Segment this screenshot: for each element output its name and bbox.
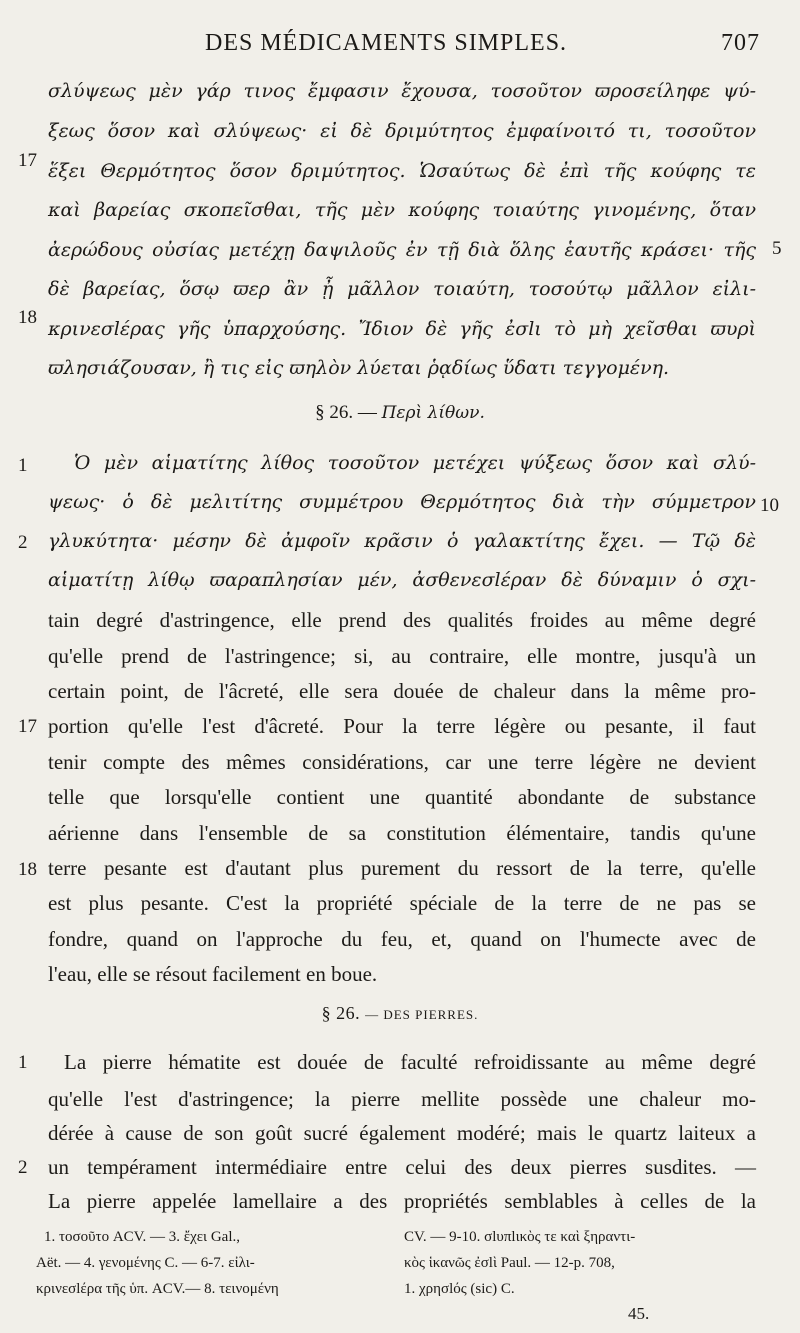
margin-number: 2 <box>18 532 28 553</box>
french-line: l'eau, elle se résout facilement en boue. <box>48 962 378 986</box>
french-line: aérienne dans l'ensemble de sa constitution élémentaire, tandis qu'une <box>48 821 756 845</box>
french-line: La pierre appelée lamellaire a des propriétés semblables à celles de la <box>48 1189 756 1213</box>
french-line: terre pesante est d'autant plus purement du ressort de la terre, qu'elle <box>48 856 756 880</box>
margin-number: 10 <box>760 495 779 516</box>
greek-line: ἀερώδους οὐσίας μετέχῃ δαψιλοῦς ἐν τῇ διὰ ὅλης ἑαυτῆς κράσει· τῆς <box>48 239 756 261</box>
margin-number: 18 <box>18 859 37 880</box>
margin-number: 18 <box>18 307 37 328</box>
greek-line: αἱματίτῃ λίθῳ ϖαραπλησίαν μέν, ἀσθενεσlέραν δὲ δύναμιν ὁ σχι- <box>48 569 756 591</box>
greek-line: γλυκύτητα· μέσην δὲ ἀμφοῖν κρᾶσιν ὁ γαλακτίτης ἔχει. — Τῷ δὲ <box>48 530 756 552</box>
footnote-line: CV. — 9-10. σlυπlικὸς τε καὶ ξηραντι- <box>404 1229 636 1245</box>
greek-line: κρινεσlέρας γῆς ὑπαρχούσης. Ἴδιον δὲ γῆς ἐσlι τὸ μὴ χεῖσθαι ϖυρὶ <box>48 318 756 340</box>
french-line: qu'elle prend de l'astringence; si, au contraire, elle montre, jusqu'à un <box>48 644 756 668</box>
footnote-line: κὸς ἱκανῶς ἐσlὶ Paul. — 12-p. 708, <box>404 1255 615 1271</box>
french-line: certain point, de l'âcreté, elle sera douée de chaleur dans la même pro- <box>48 679 756 703</box>
greek-line: ψεως· ὁ δὲ μελιτίτης συμμέτρου Θερμότητος διὰ τὴν σύμμετρον <box>48 491 756 513</box>
page-number: 707 <box>721 30 760 56</box>
greek-line: ἕξει Θερμότητος ὅσον δριμύτητος. Ὡσαύτως δὲ ἐπὶ τῆς κούφης τε <box>48 160 756 182</box>
french-section-number: § 26. <box>321 1003 361 1023</box>
greek-section-number: § 26. — <box>315 402 377 423</box>
footnote-line: 1. χρησlός (sic) C. <box>404 1281 515 1297</box>
french-line: qu'elle l'est d'astringence; la pierre mellite possède une chaleur mo- <box>48 1087 756 1111</box>
greek-line: ϖλησιάζουσαν, ἢ τις εἰς ϖηλὸν λύεται ῥᾳδίως ὕδατι τεγγομένη. <box>48 357 670 379</box>
footnote-line: 1. τοσοῦτο ACV. — 3. ἔχει Gal., <box>44 1229 241 1245</box>
signature-mark: 45. <box>628 1304 650 1323</box>
french-line: un tempérament intermédiaire entre celui des deux pierres susdites. — <box>48 1155 756 1179</box>
greek-line: ξεως ὅσον καὶ σλύψεως· εἰ δὲ δριμύτητος ἐμφαίνοιτό τι, τοσοῦτον <box>48 120 756 142</box>
footnote-line: κρινεσlέρα τῆς ὑπ. ACV.— 8. τεινομένη <box>36 1281 279 1297</box>
french-line: fondre, quand on l'approche du feu, et, quand on l'humecte avec de <box>48 927 756 951</box>
french-line: dérée à cause de son goût sucré également modéré; mais le quartz laiteux a <box>48 1121 756 1145</box>
french-line: tain degré d'astringence, elle prend des qualités froides au même degré <box>48 608 756 632</box>
greek-line: καὶ βαρείας σκοπεῖσθαι, τῆς μὲν κούφης τοιαύτης γινομένης, ὅταν <box>48 199 756 221</box>
greek-line: δὲ βαρείας, ὅσῳ ϖερ ἂν ᾖ μᾶλλον τοιαύτη, τοσούτῳ μᾶλλον εἰλι- <box>48 278 756 300</box>
french-line: portion qu'elle l'est d'âcreté. Pour la terre légère ou pesante, il faut <box>48 714 756 738</box>
greek-line: σλύψεως μὲν γάρ τινος ἔμφασιν ἔχουσα, τοσοῦτον ϖροσείληφε ψύ- <box>48 80 756 102</box>
running-title: DES MÉDICAMENTS SIMPLES. <box>205 30 568 56</box>
french-section-title: — DES PIERRES. <box>365 1007 479 1022</box>
french-line: telle que lorsqu'elle contient une quantité abondante de substance <box>48 785 756 809</box>
greek-line: Ὁ μὲν αἱματίτης λίθος τοσοῦτον μετέχει ψύξεως ὅσον καὶ σλύ- <box>74 452 756 474</box>
greek-section-title: Περὶ λίθων. <box>381 403 485 423</box>
french-section-heading <box>0 1003 800 1024</box>
footnote-line: Aët. — 4. γενομένης C. — 6-7. εἰλι- <box>36 1255 255 1271</box>
greek-section-heading <box>0 402 800 424</box>
french-line: La pierre hématite est douée de faculté refroidissante au même degré <box>64 1050 756 1074</box>
margin-number: 1 <box>18 1052 28 1073</box>
french-line: est plus pesante. C'est la propriété spéciale de la terre de ne pas se <box>48 891 756 915</box>
margin-number: 1 <box>18 455 28 476</box>
french-line: tenir compte des mêmes considérations, car une terre légère ne devient <box>48 750 756 774</box>
margin-number: 2 <box>18 1157 28 1178</box>
margin-number: 17 <box>18 716 37 737</box>
margin-number: 5 <box>772 238 782 259</box>
margin-number: 17 <box>18 150 37 171</box>
